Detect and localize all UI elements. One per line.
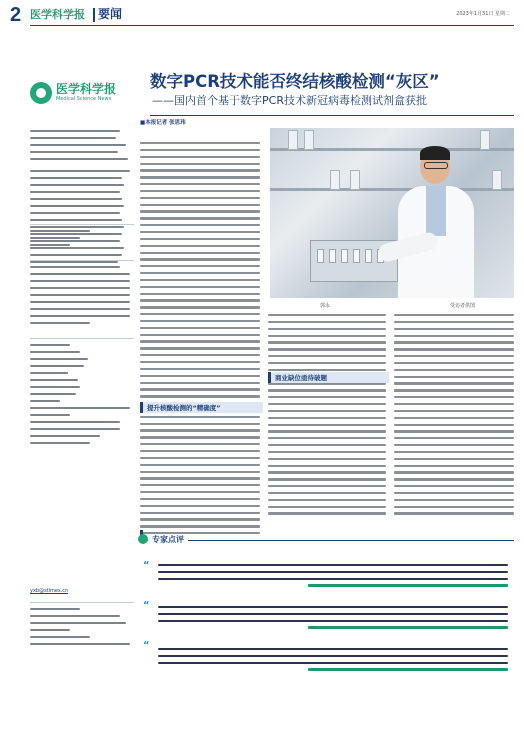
lab-bottle (350, 170, 360, 190)
lab-bottle (288, 130, 298, 150)
print-info (30, 608, 134, 650)
header-rule (30, 25, 514, 26)
editors-info (30, 230, 134, 251)
subhead-2-text: 商业缺位亟待破题 (275, 374, 327, 382)
brand-name: 医学科学报 (30, 8, 85, 21)
page-number: 2 (10, 4, 22, 26)
masthead-logo (30, 80, 140, 110)
contact-info (30, 344, 134, 449)
info-divider-3 (30, 338, 134, 339)
expert-comment-icon (138, 534, 148, 544)
researcher-shirt (426, 186, 446, 236)
section-tag: 要闻 (98, 7, 123, 21)
header-divider (93, 8, 95, 22)
lab-bottle (304, 130, 314, 150)
reporters-info (30, 266, 134, 329)
logo-text: 医学科学报 (56, 82, 117, 96)
editorial-board-info (30, 170, 134, 268)
lab-bottle (330, 170, 340, 190)
expert-quote-2 (158, 606, 508, 629)
photo-caption-credit: 受访者供图 (450, 303, 476, 309)
quote-mark-icon: “ (143, 600, 150, 611)
logo-english: Medical Science News (56, 96, 112, 102)
lab-bottle (480, 130, 490, 150)
photo-caption-name: 郭永 (320, 303, 331, 309)
expert-quote-1 (158, 564, 508, 587)
lab-bottle (492, 170, 502, 190)
subhead-1 (140, 402, 263, 413)
brand-top (30, 6, 90, 24)
body-column-3 (394, 314, 514, 519)
body-column-1-top (140, 142, 260, 539)
body-column-2 (268, 314, 386, 519)
expert-3-signature (308, 668, 508, 670)
expert-2-signature (308, 626, 508, 628)
info-divider-2 (30, 260, 134, 261)
quote-mark-icon: “ (143, 560, 150, 571)
subhead-2 (268, 372, 389, 383)
lab-shelf (270, 188, 514, 191)
expert-comments-title: 专家点评 (148, 534, 188, 545)
subhead-1-text: 提升核酸检测的“精确度” (147, 404, 221, 412)
headline-rule (150, 115, 514, 116)
article-headline: 数字PCR技术能否终结核酸检测“灰区” (150, 72, 440, 91)
article-subheadline: ——国内首个基于数字PCR技术新冠病毒检测试剂盒获批 (152, 94, 427, 107)
quote-mark-icon: “ (143, 640, 150, 651)
info-divider-4 (30, 602, 134, 603)
researcher-hair (420, 146, 450, 160)
info-divider (30, 224, 134, 225)
issue-meta: 2023年1月31日 星期二 (456, 11, 510, 17)
expert-quote-3 (158, 648, 508, 671)
expert-comments-header (140, 534, 514, 546)
logo-icon (30, 82, 52, 104)
page-header (0, 0, 524, 46)
glasses-icon (424, 162, 448, 169)
contact-email[interactable]: yxb@stimes.cn (30, 588, 69, 594)
publisher-info (30, 130, 134, 165)
article-byline: ■本报记者 张思玮 (140, 120, 186, 126)
expert-1-signature (308, 584, 508, 586)
article-photo (270, 128, 514, 298)
